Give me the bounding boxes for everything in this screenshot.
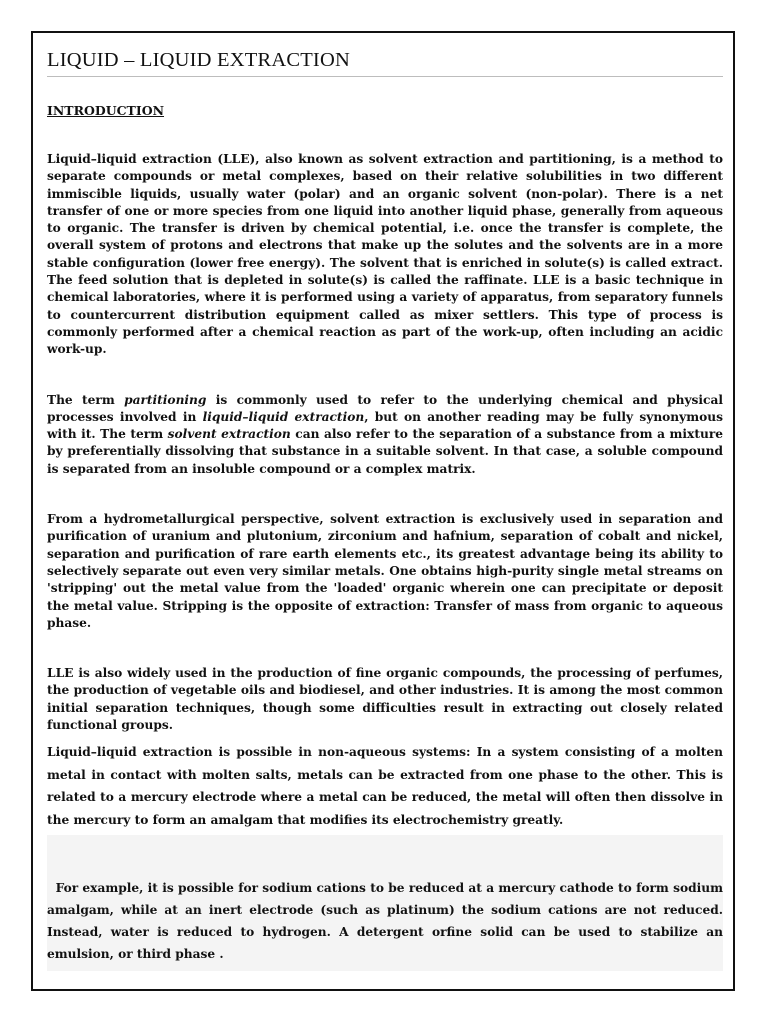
- paragraph-sodium-example: For example, it is possible for sodium cations to be reduced at a mercury cathode to form sodium amalgam, while at an inert electrode (such as platinum) the sodium cations are not reduced. Instead, water is reduced to hydrogen. A detergent orfine solid can be used to stabilize an emulsion, or third phase .: [47, 881, 723, 962]
- paragraph-text: , but on another reading may be fully synonymous with it. The term: [47, 409, 723, 442]
- paragraph-non-aqueous-systems: Liquid–liquid extraction is possible in non-aqueous systems: In a system consisting of a molten metal in contact with molten salts, metals can be extracted from one phase to the other. This is related to a mercury electrode where a metal can be reduced, the metal will often then dissolve in the mercury to form an amalgam that modifies its electrochemistry greatly.: [47, 745, 723, 827]
- paragraph-text: can also refer to the separation of a substance from a mixture by preferentially dissolving that substance in a suitable solvent. In that case, a soluble compound is separated from an insoluble compound or a complex matrix.: [47, 427, 723, 476]
- paragraph-organic-production: LLE is also widely used in the production of fine organic compounds, the processing of perfumes, the production of vegetable oils and biodiesel, and other industries. It is among the most common initial separation techniques, though some difficulties result in extracting out closely related functional groups.: [47, 666, 723, 733]
- paragraph-text: The term: [47, 392, 125, 407]
- paragraph-lle-definition: Liquid–liquid extraction (LLE), also known as solvent extraction and partitioning, is a method to separate compounds or metal complexes, based on their relative solubilities in two different immiscible liquids, usually water (polar) and an organic solvent (non-polar). There is a net transfer of one or more species from one liquid into another liquid phase, generally from aqueous to organic. The transfer is driven by chemical potential, i.e. once the transfer is complete, the overall system of protons and electrons that make up the solutes and the solvents are in a more stable configuration (lower free energy). The solvent that is enriched in solute(s) is called extract. The feed solution that is depleted in solute(s) is called the raffinate. LLE is a basic technique in chemical laboratories, where it is performed using a variety of apparatus, from separatory funnels to countercurrent distribution equipment called as mixer settlers. This type of process is commonly performed after a chemical reaction as part of the work-up, often including an acidic work-up.: [47, 152, 723, 357]
- emphasis-solvent-extraction: solvent extraction: [167, 427, 291, 442]
- document-title: LIQUID – LIQUID EXTRACTION: [47, 49, 723, 77]
- document-content: [47, 49, 723, 971]
- emphasis-partitioning: partitioning: [124, 392, 207, 407]
- paragraph-text: is commonly used to refer to the underlying chemical and physical processes involved in: [47, 392, 723, 424]
- document-page: [31, 31, 735, 991]
- section-heading-introduction: INTRODUCTION: [47, 103, 165, 118]
- shaded-example-block: [47, 835, 723, 971]
- emphasis-liquid-liquid-extraction: liquid–liquid extraction: [202, 409, 365, 424]
- paragraph-hydrometallurgical: From a hydrometallurgical perspective, solvent extraction is exclusively used in separation and purification of uranium and plutonium, zirconium and hafnium, separation of cobalt and nickel, separation and purification of rare earth elements etc., its greatest advantage being its ability to selectively separate out even very similar metals. One obtains high-purity single metal streams on 'stripping' out the metal value from the 'loaded' organic wherein one can precipitate or deposit the metal value. Stripping is the opposite of extraction: Transfer of mass from organic to aqueous phase.: [47, 512, 723, 630]
- paragraph-partitioning-term: [47, 392, 723, 478]
